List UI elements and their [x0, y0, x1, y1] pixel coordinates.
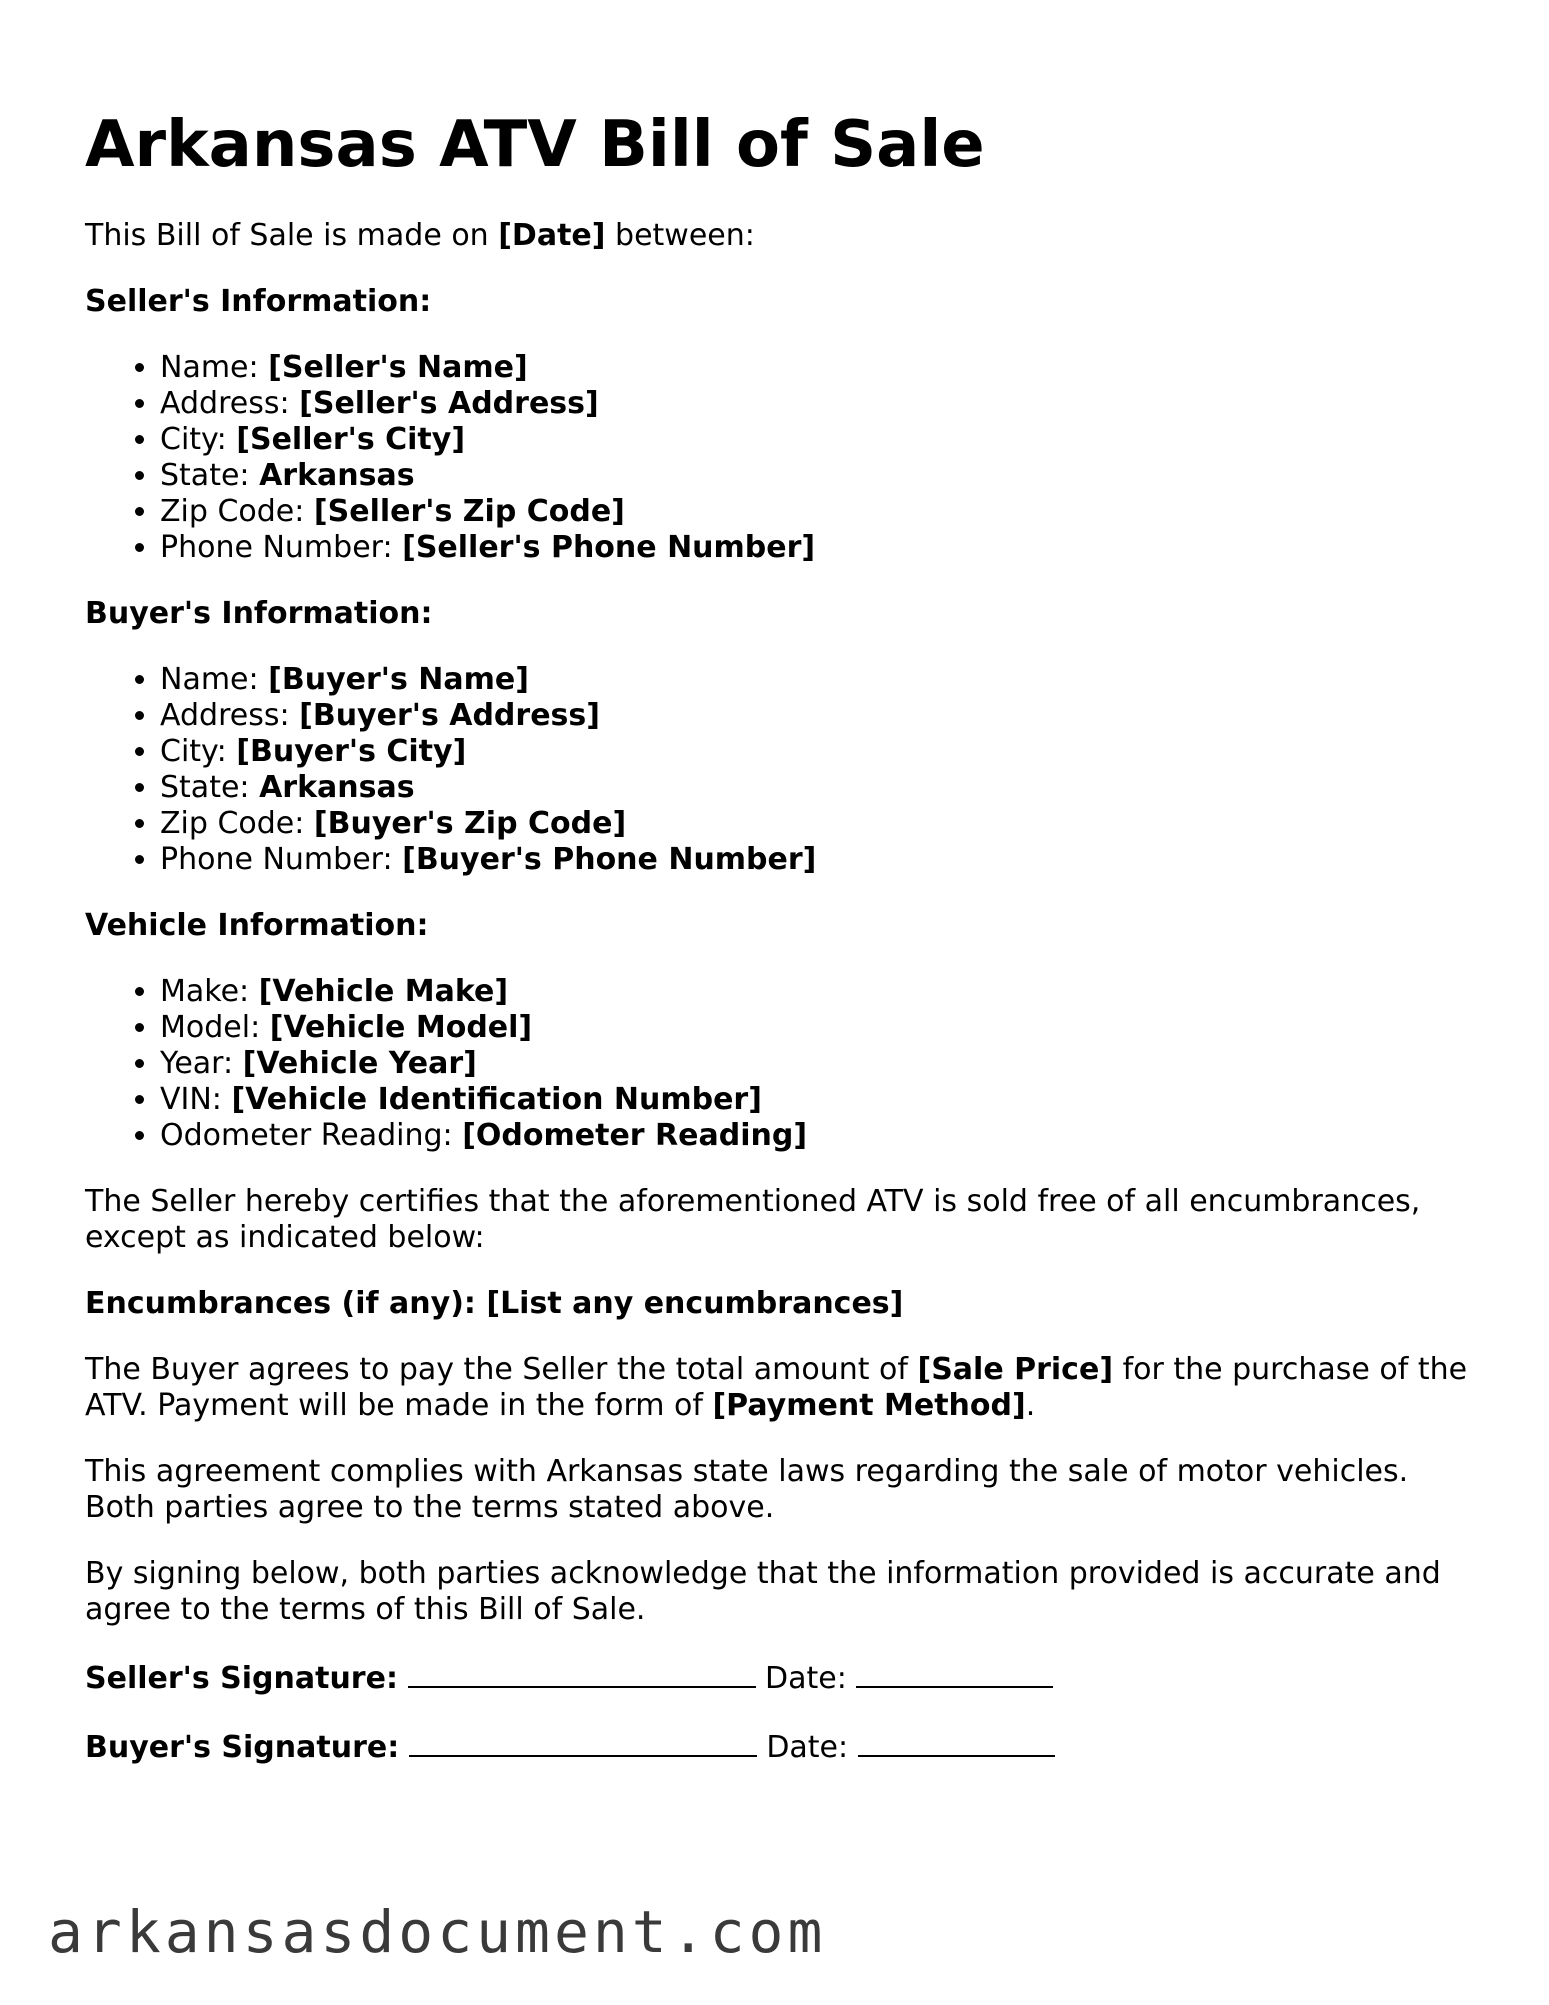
intro-suffix: between: — [605, 218, 755, 253]
seller-date-line — [856, 1658, 1053, 1688]
field-label: Year: — [160, 1046, 243, 1081]
field-label: Phone Number: — [160, 530, 403, 565]
certification-paragraph: The Seller hereby certifies that the aforementioned ATV is sold free of all encumbrances, except as indicated below: — [85, 1184, 1421, 1255]
field-value: [Seller's Phone Number] — [402, 530, 816, 565]
buyer-info-list — [85, 662, 1485, 878]
field-label: Zip Code: — [160, 494, 314, 529]
field-label: Name: — [160, 662, 269, 697]
field-value: [Buyer's Zip Code] — [313, 806, 627, 841]
field-label: Phone Number: — [160, 842, 403, 877]
field-value: [Buyer's Phone Number] — [402, 842, 817, 877]
field-value: [Seller's Name] — [268, 350, 528, 385]
encumbrances-line — [85, 1286, 1485, 1322]
seller-heading: Seller's Information: — [85, 284, 432, 319]
field-label: Name: — [160, 350, 269, 385]
field-label: Address: — [160, 698, 300, 733]
field-label: VIN: — [160, 1082, 232, 1117]
payment-method-field: [Payment Method] — [712, 1388, 1026, 1423]
field-value: Arkansas — [259, 458, 415, 493]
vehicle-info-list — [85, 974, 1485, 1154]
field-value: [Seller's Address] — [299, 386, 599, 421]
field-label: Zip Code: — [160, 806, 314, 841]
vehicle-heading: Vehicle Information: — [85, 908, 429, 943]
list-item — [160, 494, 1485, 530]
list-item — [160, 458, 1485, 494]
page-title: Arkansas ATV Bill of Sale — [85, 108, 985, 182]
list-item — [160, 734, 1485, 770]
buyer-date-line — [858, 1727, 1055, 1757]
field-label: Model: — [160, 1010, 270, 1045]
buyer-signature-line — [409, 1727, 757, 1757]
buyer-signature-row — [85, 1727, 1485, 1766]
list-item — [160, 698, 1485, 734]
payment-paragraph — [85, 1352, 1485, 1424]
seller-info-list — [85, 350, 1485, 566]
field-label: Odometer Reading: — [160, 1118, 463, 1153]
list-item — [160, 770, 1485, 806]
intro-paragraph — [85, 218, 1485, 254]
list-item — [160, 662, 1485, 698]
list-item — [160, 350, 1485, 386]
field-value: [Buyer's City] — [236, 734, 467, 769]
field-value: [Vehicle Year] — [242, 1046, 477, 1081]
date-label: Date: — [766, 1730, 849, 1765]
list-item — [160, 1046, 1485, 1082]
date-label: Date: — [765, 1661, 847, 1696]
encumbrances-text: Encumbrances (if any): [List any encumbrances] — [85, 1286, 904, 1321]
list-item — [160, 386, 1485, 422]
field-value: [Vehicle Model] — [269, 1010, 533, 1045]
seller-signature-label: Seller's Signature: — [85, 1661, 398, 1696]
payment-text: The Buyer agrees to pay the Seller the total amount of — [85, 1352, 918, 1387]
buyer-heading: Buyer's Information: — [85, 596, 433, 631]
field-value: [Vehicle Identification Number] — [231, 1082, 762, 1117]
payment-text: for the purchase of the ATV. Payment will be made in the form of — [85, 1352, 1468, 1423]
payment-text: . — [1025, 1388, 1036, 1423]
field-label: City: — [160, 734, 237, 769]
field-value: [Vehicle Make] — [258, 974, 509, 1009]
list-item — [160, 1118, 1485, 1154]
field-label: Address: — [160, 386, 300, 421]
field-value: [Seller's Zip Code] — [313, 494, 625, 529]
list-item — [160, 1082, 1485, 1118]
field-value: [Odometer Reading] — [462, 1118, 808, 1153]
field-value: Arkansas — [259, 770, 415, 805]
field-label: City: — [160, 422, 237, 457]
list-item — [160, 422, 1485, 458]
buyer-signature-label: Buyer's Signature: — [85, 1730, 400, 1765]
seller-signature-row — [85, 1658, 1485, 1697]
acknowledgement-paragraph: By signing below, both parties acknowledge that the information provided is accurate and agree to the terms of this Bill of Sale. — [85, 1556, 1441, 1627]
list-item — [160, 842, 1485, 878]
field-label: State: — [160, 458, 260, 493]
list-item — [160, 806, 1485, 842]
sale-price-field: [Sale Price] — [917, 1352, 1114, 1387]
seller-signature-line — [408, 1658, 756, 1688]
document-body — [85, 218, 1485, 1796]
compliance-paragraph: This agreement complies with Arkansas state laws regarding the sale of motor vehicles. Both parties agree to the terms stated above. — [85, 1454, 1409, 1525]
intro-prefix: This Bill of Sale is made on — [85, 218, 499, 253]
field-label: State: — [160, 770, 260, 805]
sale-date-field: [Date] — [498, 218, 606, 253]
field-label: Make: — [160, 974, 259, 1009]
field-value: [Buyer's Address] — [299, 698, 600, 733]
list-item — [160, 1010, 1485, 1046]
field-value: [Buyer's Name] — [268, 662, 529, 697]
watermark: arkansasdocument.com — [48, 1898, 827, 1966]
list-item — [160, 530, 1485, 566]
field-value: [Seller's City] — [236, 422, 466, 457]
list-item — [160, 974, 1485, 1010]
